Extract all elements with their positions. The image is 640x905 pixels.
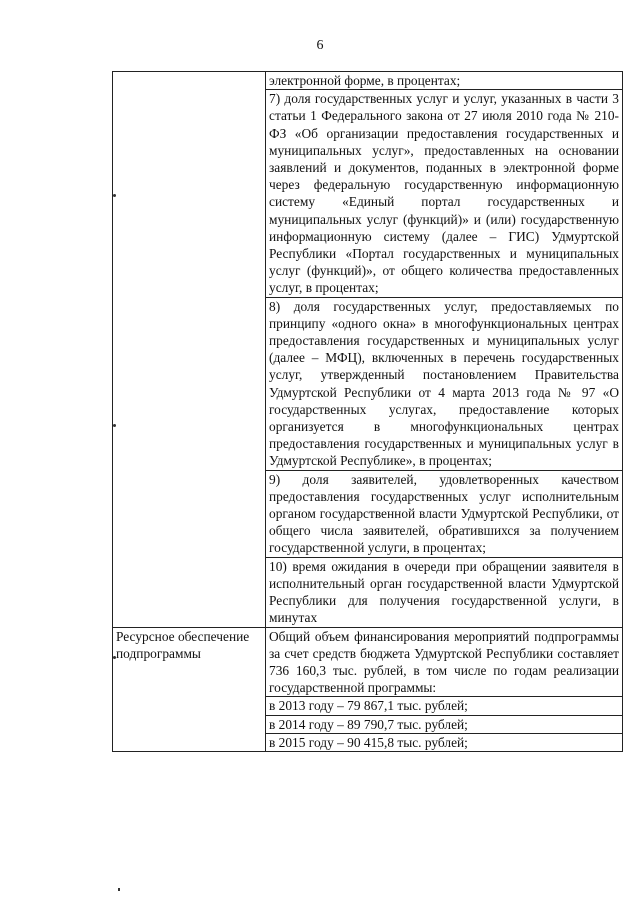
list-item: 10) время ожидания в очереди при обращении заявителя в исполнительный орган государственной власти Удмуртской Республики для получения государственной услуги, в минутах xyxy=(269,558,619,626)
margin-dot xyxy=(113,424,116,427)
list-item: 8) доля государственных услуг, предоставляемых по принципу «одного окна» в многофункциональных центрах предоставления государственных и муниципальных услуг (далее – МФЦ), включенных в перечень государственных услуг, утвержденный постановлением Правительства Удмуртской Республики от 4 марта 2013 года № 97 «О государственных услугах, предоставление которых организуется в многофункциональных центрах предоставления государственных и муниципальных услуг в Удмуртской Республике», в процентах; xyxy=(269,298,619,469)
row-label: Ресурсное обеспечение подпрограммы xyxy=(116,628,250,661)
scan-speck xyxy=(118,888,120,891)
row-content-cell xyxy=(266,627,623,751)
list-item: 7) доля государственных услуг и услуг, указанных в части 3 статьи 1 Федерального закона от 27 июля 2010 года № 210-ФЗ «Об организации предоставления государственных и муниципальных услуг», предоставленных на основании заявлений и документов, поданных в электронной форме через федеральную государственную информационную систему «Единый портал государственных и муниципальных услуг (функций)» и (или) государственную информационную систему (далее – ГИС) Удмуртской Республики «Портал государственных и муниципальных услуг (функций)», от общего количества предоставленных услуг, в процентах; xyxy=(269,91,619,296)
row-label-cell xyxy=(113,72,266,628)
list-item: Общий объем финансирования мероприятий подпрограммы за счет средств бюджета Удмуртской Республики составляет 736 160,3 тыс. рублей, в том числе по годам реализации государственной программы: xyxy=(269,628,619,696)
list-item: в 2015 году – 90 415,8 тыс. рублей; xyxy=(269,734,468,750)
row-label-cell xyxy=(113,627,266,751)
subprogram-table xyxy=(112,71,623,752)
list-item: в 2013 году – 79 867,1 тыс. рублей; xyxy=(269,698,468,714)
page-number: 6 xyxy=(316,38,324,53)
table-row xyxy=(113,72,623,628)
margin-dot xyxy=(113,194,116,197)
table-row xyxy=(113,627,623,751)
list-item: в 2014 году – 89 790,7 тыс. рублей; xyxy=(269,716,468,732)
list-item: электронной форме, в процентах; xyxy=(269,73,461,88)
row-content-cell xyxy=(266,72,623,628)
list-item: 9) доля заявителей, удовлетворенных качеством предоставления государственных услуг исполнительным органом государственной власти Удмуртской Республики, от общего числа заявителей, обратившихся за получением государственной услуги, в процентах; xyxy=(269,471,619,556)
